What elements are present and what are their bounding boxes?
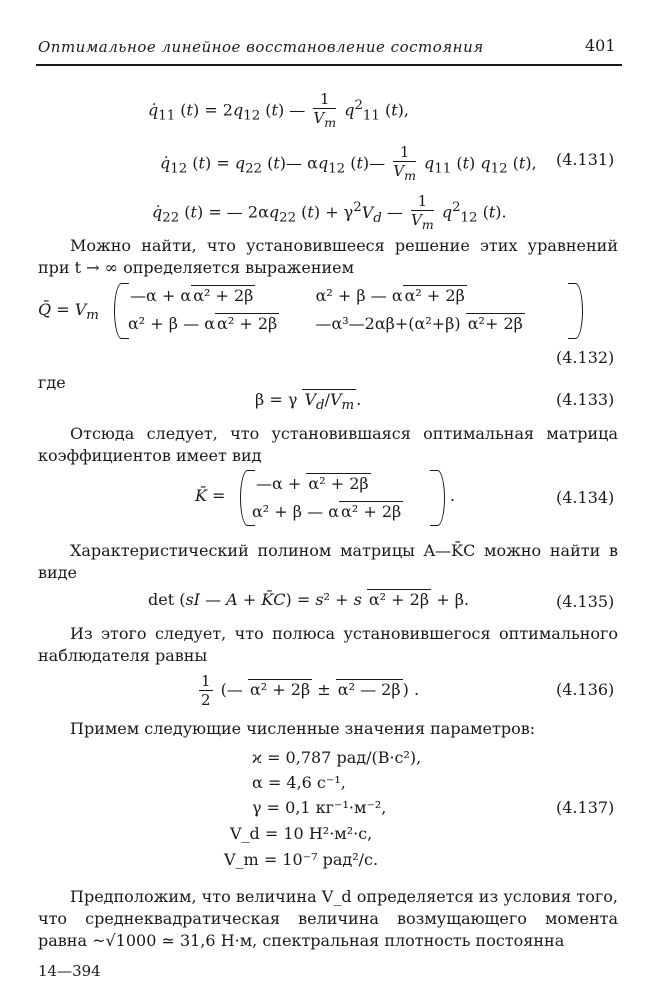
paragraph-observer-poles: Из этого следует, что полюса установившегося оптимального наблюдателя равны xyxy=(38,624,618,665)
equation-number-4-133: (4.133) xyxy=(556,390,615,409)
signature-mark: 14—394 xyxy=(38,962,101,980)
parameter-kappa: ϰ = 0,787 рад/(В·с²), xyxy=(252,748,422,767)
matrix-q-left-paren xyxy=(114,283,129,339)
paragraph-disturbance: Предположим, что величина V_d определяется из условия того, что среднеквадратическая величина возмущающего момента равна ~√1000 ≃ 31,6 Н·м, спектральная плотность постоянна xyxy=(38,887,618,950)
running-title: Оптимальное линейное восстановление состояния xyxy=(38,38,484,56)
matrix-q-row2: α² + β — α α² + 2β —α³—2αβ+(α²+β) α²+ 2β xyxy=(128,314,523,333)
matrix-q-row1: —α + α α² + 2β α² + β — α α² + 2β xyxy=(130,286,465,305)
matrix-k-row1: —α + α² + 2β xyxy=(256,474,369,493)
matrix-k-row2: α² + β — α α² + 2β xyxy=(252,502,402,521)
page-number: 401 xyxy=(585,36,616,55)
parameter-list xyxy=(224,748,530,878)
equation-number-4-132: (4.132) xyxy=(556,348,615,367)
equation-number-4-134: (4.134) xyxy=(556,488,615,507)
word-where: где xyxy=(38,373,66,392)
matrix-k-lhs: K̄ = xyxy=(195,486,226,505)
parameter-gamma: γ = 0,1 кг⁻¹·м⁻², xyxy=(252,798,387,817)
parameter-vm: V_m = 10⁻⁷ рад²/с. xyxy=(224,850,379,869)
equation-number-4-136: (4.136) xyxy=(556,680,615,699)
equation-number-4-137: (4.137) xyxy=(556,798,615,817)
equation-poles: $\frac{1}{2}$ (— α² + 2β ± α² — 2β ) . xyxy=(201,672,420,709)
equation-beta: β = γ $V_d/V_m$ . xyxy=(255,390,362,414)
matrix-k-right-paren xyxy=(430,470,445,526)
paragraph-steady-state: Можно найти, что установившееся решение этих уравнений при t → ∞ определяется выражением xyxy=(38,236,618,277)
equation-number-4-135: (4.135) xyxy=(556,592,615,611)
matrix-k-period: . xyxy=(450,486,456,505)
parameter-vd: V_d = 10 Н²·м²·с, xyxy=(230,824,373,843)
equation-q11: $q̇_{11}$ $(t) = 2q_{12}$ (t) — $\frac{1}{V_m}$ $q^2_{11}$ (t), xyxy=(148,90,409,130)
paragraph-gain-matrix: Отсюда следует, что установившаяся оптимальная матрица коэффициентов имеет вид xyxy=(38,424,618,465)
parameter-alpha: α = 4,6 с⁻¹, xyxy=(252,773,346,792)
paragraph-char-poly: Характеристический полином матрицы A—K̄C можно найти в виде xyxy=(38,541,618,582)
header-rule xyxy=(36,64,622,66)
equation-number-4-131: (4.131) xyxy=(556,150,615,169)
equation-q12: $q̇_{12}$ $(t) = q_{22}$ (t)— $\alpha q_{12}$ (t)— $\frac{1}{V_m}$ $q_{11}$ (t) $q_{12}$ (t), xyxy=(160,143,537,183)
matrix-q-lhs: Q̄ = $V_m$ xyxy=(38,300,99,324)
equation-determinant: det (sI — A + K̄C) = s² + s α² + 2β + β. xyxy=(148,590,470,609)
paragraph-parameters: Примем следующие численные значения параметров: xyxy=(70,719,536,738)
matrix-q-right-paren xyxy=(568,283,583,339)
equation-q22: $q̇_{22}$ (t) = — $2\alpha q_{22}$ $(t) + \gamma^2V_d$ — $\frac{1}{V_m}$ $q^2_{12}$ (t). xyxy=(152,192,507,232)
